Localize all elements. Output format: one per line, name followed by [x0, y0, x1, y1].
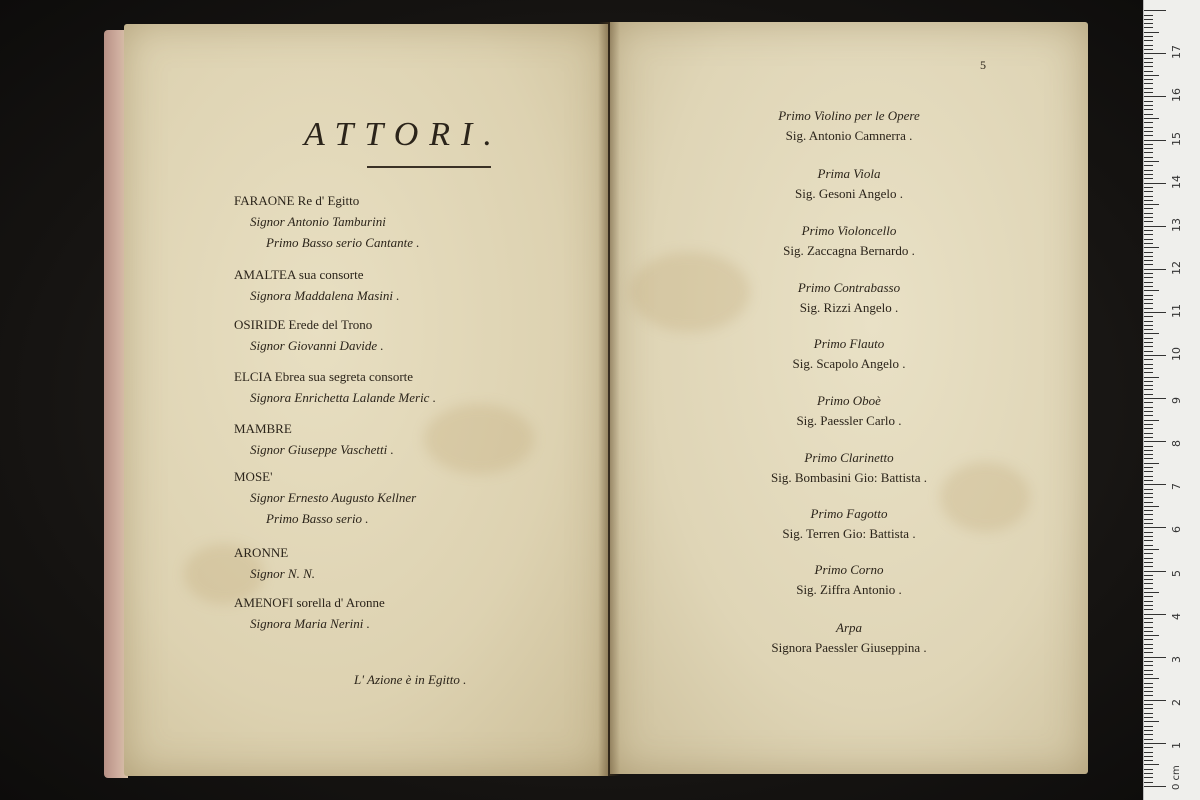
ruler-tick — [1144, 312, 1166, 313]
orchestra-entry — [610, 618, 1088, 658]
ruler-tick — [1144, 476, 1153, 477]
ruler-tick — [1144, 670, 1153, 671]
ruler-tick — [1144, 437, 1153, 438]
ruler-tick — [1144, 329, 1153, 330]
cast-entry — [234, 366, 436, 408]
ruler-tick — [1144, 351, 1153, 352]
ruler-tick — [1144, 514, 1153, 515]
ruler-tick — [1144, 213, 1153, 214]
ruler-tick — [1144, 596, 1153, 597]
ruler-tick — [1144, 631, 1153, 632]
ruler-tick — [1144, 303, 1153, 304]
ruler-tick — [1144, 157, 1153, 158]
ruler-tick — [1144, 221, 1153, 222]
ruler-tick — [1144, 446, 1153, 447]
ruler-tick — [1144, 127, 1153, 128]
musician-name: Sig. Gesoni Angelo . — [795, 186, 903, 201]
instrument-role: Prima Viola — [817, 166, 881, 181]
ruler-tick — [1144, 208, 1153, 209]
ruler-tick — [1144, 635, 1159, 636]
ruler-tick — [1144, 398, 1166, 399]
ruler-tick — [1144, 105, 1153, 106]
orchestra-entry — [610, 504, 1088, 544]
ruler-tick — [1144, 583, 1153, 584]
paper-stain — [424, 404, 534, 474]
instrument-role: Primo Fagotto — [810, 506, 888, 521]
ruler-tick — [1144, 243, 1153, 244]
musician-name: Sig. Ziffra Antonio . — [796, 582, 902, 597]
ruler-tick — [1144, 19, 1153, 20]
ruler-tick — [1144, 58, 1153, 59]
ruler-tick — [1144, 23, 1153, 24]
orchestra-entry — [610, 391, 1088, 431]
ruler-tick — [1144, 661, 1153, 662]
ruler-tick — [1144, 773, 1153, 774]
ruler-tick — [1144, 510, 1153, 511]
ruler-tick — [1144, 730, 1153, 731]
ruler-tick — [1144, 458, 1153, 459]
open-booklet — [104, 20, 1098, 780]
ruler-tick — [1144, 36, 1153, 37]
ruler-number: 4 — [1170, 612, 1183, 620]
ruler-tick — [1144, 88, 1153, 89]
ruler-tick — [1144, 196, 1153, 197]
ruler-tick — [1144, 135, 1153, 136]
ruler-tick — [1144, 260, 1153, 261]
orchestra-entry — [610, 221, 1088, 261]
ruler-tick — [1144, 747, 1153, 748]
ruler-tick — [1144, 769, 1153, 770]
ruler-tick — [1144, 49, 1153, 50]
cast-entry — [234, 592, 385, 634]
ruler-tick — [1144, 739, 1153, 740]
ruler-tick — [1144, 484, 1166, 485]
cast-entry — [234, 190, 419, 253]
ruler-number: 2 — [1170, 698, 1183, 706]
ruler-tick — [1144, 273, 1153, 274]
orchestra-entry — [610, 560, 1088, 600]
ruler-tick — [1144, 174, 1153, 175]
ruler-tick — [1144, 695, 1153, 696]
ruler-tick — [1144, 402, 1153, 403]
ruler-unit-label: 0 cm — [1171, 765, 1182, 790]
ruler-tick — [1144, 407, 1153, 408]
ruler-tick — [1144, 385, 1153, 386]
ruler-tick — [1144, 592, 1159, 593]
ruler-tick — [1144, 480, 1153, 481]
ruler-tick — [1144, 355, 1166, 356]
ruler-number: 12 — [1170, 260, 1183, 275]
ruler-number: 7 — [1170, 483, 1183, 491]
ruler-tick — [1144, 71, 1153, 72]
ruler-tick — [1144, 299, 1153, 300]
measuring-ruler — [1143, 0, 1200, 800]
ruler-tick — [1144, 545, 1153, 546]
ruler-tick — [1144, 704, 1153, 705]
ruler-tick — [1144, 346, 1153, 347]
ruler-tick — [1144, 463, 1159, 464]
ruler-tick — [1144, 92, 1153, 93]
ruler-tick — [1144, 10, 1166, 11]
ruler-tick — [1144, 342, 1153, 343]
page-number: 5 — [980, 58, 986, 72]
ruler-number: 17 — [1170, 45, 1183, 60]
ruler-tick — [1144, 506, 1159, 507]
ruler-number: 3 — [1170, 655, 1183, 663]
ruler-tick — [1144, 204, 1159, 205]
singer-name: Signor N. N. — [250, 566, 316, 581]
ruler-tick — [1144, 277, 1153, 278]
ruler-tick — [1144, 66, 1153, 67]
ruler-tick — [1144, 588, 1153, 589]
ruler-tick — [1144, 415, 1153, 416]
ruler-number: 9 — [1170, 397, 1183, 405]
ruler-tick — [1144, 497, 1153, 498]
ruler-tick — [1144, 264, 1153, 265]
ruler-tick — [1144, 502, 1153, 503]
ruler-tick — [1144, 752, 1153, 753]
ruler-tick — [1144, 114, 1153, 115]
ruler-tick — [1144, 200, 1153, 201]
ruler-tick — [1144, 777, 1153, 778]
orchestra-entry — [610, 448, 1088, 488]
ruler-number: 6 — [1170, 526, 1183, 534]
singer-note: Primo Basso serio . — [266, 511, 369, 526]
singer-name: Signora Maria Nerini . — [250, 616, 370, 631]
instrument-role: Primo Clarinetto — [804, 450, 894, 465]
ruler-tick — [1144, 377, 1159, 378]
ruler-tick — [1144, 269, 1166, 270]
cast-entry — [234, 418, 394, 460]
ruler-tick — [1144, 424, 1153, 425]
ruler-tick — [1144, 721, 1159, 722]
ruler-tick — [1144, 75, 1159, 76]
ruler-tick — [1144, 532, 1153, 533]
ruler-tick — [1144, 519, 1153, 520]
ruler-tick — [1144, 420, 1159, 421]
ruler-tick — [1144, 471, 1153, 472]
ruler-tick — [1144, 648, 1153, 649]
instrument-role: Primo Oboè — [817, 393, 881, 408]
ruler-tick — [1144, 178, 1153, 179]
ruler-number: 10 — [1170, 347, 1183, 361]
ruler-tick — [1144, 553, 1153, 554]
ruler-tick — [1144, 191, 1153, 192]
right-page — [610, 22, 1088, 774]
ruler-tick — [1144, 239, 1153, 240]
ruler-tick — [1144, 683, 1153, 684]
ruler-tick — [1144, 601, 1153, 602]
ruler-tick — [1144, 316, 1153, 317]
ruler-tick — [1144, 118, 1159, 119]
ruler-tick — [1144, 217, 1153, 218]
ruler-tick — [1144, 562, 1153, 563]
ruler-tick — [1144, 622, 1153, 623]
musician-name: Sig. Rizzi Angelo . — [799, 300, 899, 315]
ruler-tick — [1144, 549, 1159, 550]
ruler-tick — [1144, 32, 1159, 33]
ruler-tick — [1144, 708, 1153, 709]
instrument-role: Primo Flauto — [813, 336, 885, 351]
ruler-number: 16 — [1170, 88, 1183, 103]
ruler-tick — [1144, 53, 1166, 54]
ruler-tick — [1144, 359, 1153, 360]
ruler-tick — [1144, 27, 1153, 28]
ruler-tick — [1144, 571, 1166, 572]
instrument-role: Primo Contrabasso — [797, 280, 901, 295]
ruler-tick — [1144, 527, 1166, 528]
ruler-tick — [1144, 338, 1153, 339]
ruler-tick — [1144, 122, 1153, 123]
ruler-tick — [1144, 308, 1153, 309]
musician-name: Sig. Bombasini Gio: Battista . — [770, 470, 927, 485]
ruler-tick — [1144, 364, 1153, 365]
ruler-tick — [1144, 687, 1153, 688]
ruler-tick — [1144, 454, 1153, 455]
ruler-number: 11 — [1170, 303, 1183, 318]
ruler-tick — [1144, 618, 1153, 619]
musician-name: Sig. Zaccagna Bernardo . — [783, 243, 915, 258]
ruler-tick — [1144, 652, 1153, 653]
ruler-tick — [1144, 148, 1153, 149]
ruler-tick — [1144, 79, 1153, 80]
ruler-tick — [1144, 247, 1159, 248]
cast-entry — [234, 542, 315, 584]
ruler-tick — [1144, 674, 1153, 675]
ruler-tick — [1144, 394, 1153, 395]
ruler-tick — [1144, 644, 1153, 645]
ruler-tick — [1144, 657, 1166, 658]
character-role: OSIRIDE Erede del Trono — [234, 317, 373, 332]
ruler-tick — [1144, 639, 1153, 640]
ruler-number: 8 — [1170, 440, 1183, 448]
ruler-tick — [1144, 786, 1166, 787]
orchestra-entry — [610, 334, 1088, 374]
musician-name: Sig. Scapolo Angelo . — [792, 356, 906, 371]
ruler-tick — [1144, 579, 1153, 580]
setting-line: L' Azione è in Egitto . — [354, 672, 467, 687]
character-role: AMENOFI sorella d' Aronne — [234, 595, 385, 610]
ruler-number: 15 — [1170, 131, 1183, 146]
ruler-tick — [1144, 756, 1153, 757]
ruler-tick — [1144, 717, 1153, 718]
ruler-tick — [1144, 782, 1153, 783]
ruler-number: 1 — [1170, 741, 1183, 749]
orchestra-entry — [610, 278, 1088, 318]
character-role: AMALTEA sua consorte — [234, 267, 364, 282]
musician-name: Signora Paessler Giuseppina . — [771, 640, 927, 655]
ruler-tick — [1144, 536, 1153, 537]
ruler-tick — [1144, 743, 1166, 744]
left-page — [124, 24, 608, 776]
ruler-tick — [1144, 183, 1166, 184]
character-role: MAMBRE — [234, 421, 292, 436]
singer-name: Signora Enrichetta Lalande Meric . — [250, 390, 436, 405]
ruler-tick — [1144, 372, 1153, 373]
ruler-tick — [1144, 161, 1159, 162]
ruler-tick — [1144, 140, 1166, 141]
ruler-tick — [1144, 428, 1153, 429]
singer-note: Primo Basso serio Cantante . — [266, 235, 420, 250]
character-role: FARAONE Re d' Egitto — [234, 193, 360, 208]
character-role: MOSE' — [234, 469, 273, 484]
ruler-tick — [1144, 450, 1153, 451]
ruler-tick — [1144, 540, 1153, 541]
singer-name: Signor Giovanni Davide . — [250, 338, 384, 353]
ruler-tick — [1144, 566, 1153, 567]
character-role: ARONNE — [234, 545, 289, 560]
ruler-tick — [1144, 96, 1166, 97]
ruler-tick — [1144, 109, 1153, 110]
ruler-tick — [1144, 523, 1153, 524]
ruler-tick — [1144, 321, 1153, 322]
ruler-tick — [1144, 614, 1166, 615]
cast-entry — [234, 314, 384, 356]
musician-name: Sig. Antonio Camnerra . — [785, 128, 913, 143]
ruler-tick — [1144, 170, 1153, 171]
instrument-role: Arpa — [836, 620, 862, 635]
orchestra-entry — [610, 106, 1088, 146]
cast-entry — [234, 264, 400, 306]
page-title: ATTORI. — [304, 116, 503, 153]
ruler-tick — [1144, 187, 1153, 188]
singer-name: Signor Giuseppe Vaschetti . — [250, 442, 394, 457]
ruler-tick — [1144, 558, 1153, 559]
ruler-tick — [1144, 665, 1153, 666]
ruler-tick — [1144, 389, 1153, 390]
ruler-tick — [1144, 234, 1153, 235]
book-gutter — [598, 22, 620, 776]
ruler-number: 14 — [1170, 174, 1183, 189]
ruler-tick — [1144, 678, 1159, 679]
ruler-tick — [1144, 282, 1153, 283]
ruler-tick — [1144, 290, 1159, 291]
ruler-tick — [1144, 609, 1153, 610]
ruler-tick — [1144, 252, 1153, 253]
ruler-tick — [1144, 734, 1153, 735]
instrument-role: Primo Corno — [814, 562, 884, 577]
ruler-number: 13 — [1170, 217, 1183, 232]
ruler-tick — [1144, 165, 1153, 166]
ruler-tick — [1144, 226, 1166, 227]
musician-name: Sig. Terren Gio: Battista . — [782, 526, 916, 541]
orchestra-entry — [610, 164, 1088, 204]
ruler-tick — [1144, 411, 1153, 412]
ruler-tick — [1144, 700, 1166, 701]
singer-name: Signora Maddalena Masini . — [250, 288, 400, 303]
ruler-tick — [1144, 15, 1153, 16]
ruler-tick — [1144, 467, 1153, 468]
ruler-tick — [1144, 45, 1153, 46]
ruler-tick — [1144, 493, 1153, 494]
ruler-tick — [1144, 325, 1153, 326]
ruler-tick — [1144, 286, 1153, 287]
ruler-number: 5 — [1170, 569, 1183, 577]
ruler-tick — [1144, 295, 1153, 296]
ruler-tick — [1144, 433, 1153, 434]
ruler-tick — [1144, 144, 1153, 145]
ruler-tick — [1144, 83, 1153, 84]
ruler-tick — [1144, 62, 1153, 63]
musician-name: Sig. Paessler Carlo . — [796, 413, 902, 428]
ruler-tick — [1144, 441, 1166, 442]
ruler-tick — [1144, 368, 1153, 369]
ruler-tick — [1144, 627, 1153, 628]
title-rule — [367, 166, 491, 168]
cast-entry — [234, 466, 416, 529]
ruler-tick — [1144, 764, 1159, 765]
ruler-tick — [1144, 256, 1153, 257]
ruler-tick — [1144, 381, 1153, 382]
ruler-tick — [1144, 575, 1153, 576]
singer-name: Signor Ernesto Augusto Kellner — [250, 490, 417, 505]
ruler-tick — [1144, 760, 1153, 761]
ruler-tick — [1144, 726, 1153, 727]
ruler-tick — [1144, 333, 1159, 334]
instrument-role: Primo Violino per le Opere — [778, 108, 920, 123]
ruler-tick — [1144, 230, 1153, 231]
ruler-tick — [1144, 152, 1153, 153]
ruler-tick — [1144, 713, 1153, 714]
ruler-tick — [1144, 691, 1153, 692]
character-role: ELCIA Ebrea sua segreta consorte — [234, 369, 414, 384]
ruler-tick — [1144, 40, 1153, 41]
ruler-tick — [1144, 489, 1153, 490]
ruler-tick — [1144, 101, 1153, 102]
ruler-tick — [1144, 131, 1153, 132]
ruler-tick — [1144, 605, 1153, 606]
singer-name: Signor Antonio Tamburini — [250, 214, 386, 229]
instrument-role: Primo Violoncello — [801, 223, 897, 238]
